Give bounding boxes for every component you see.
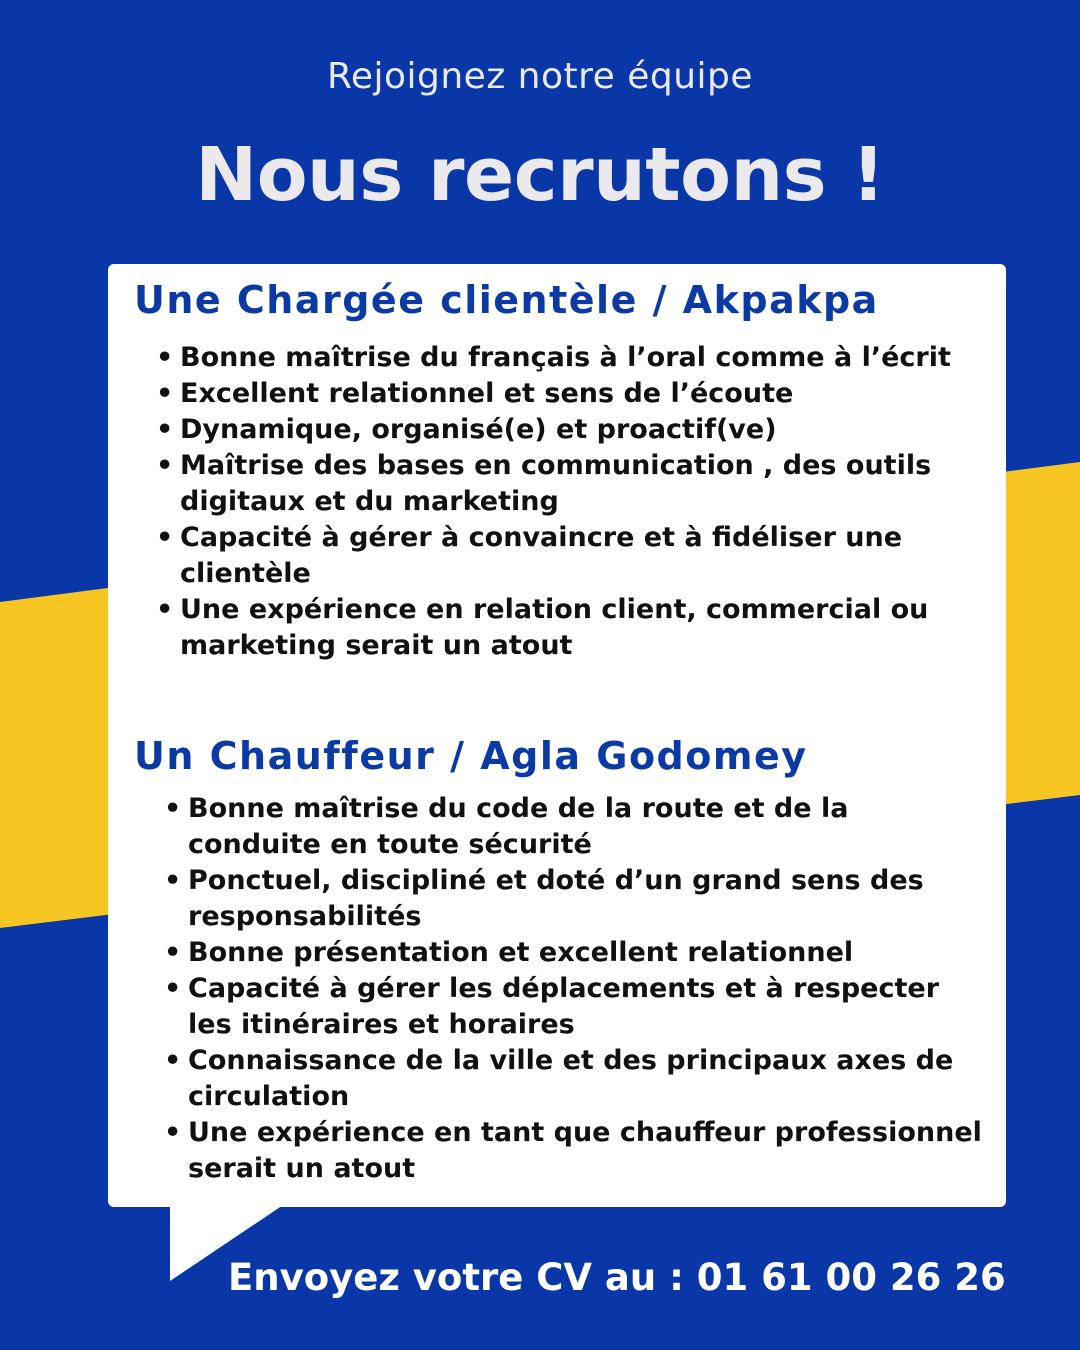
requirements-list-chargee-clientele bbox=[156, 340, 996, 664]
list-item: • Connaissance de la ville et des principaux axes de circulation bbox=[164, 1043, 984, 1115]
job-title-chauffeur: Un Chauffeur / Agla Godomey bbox=[134, 734, 808, 778]
job-offers-card bbox=[108, 264, 1006, 1207]
list-item: • Bonne maîtrise du code de la route et de la conduite en toute sécurité bbox=[164, 791, 984, 863]
list-item: • Capacité à gérer les déplacements et à respecter les itinéraires et horaires bbox=[164, 971, 984, 1043]
list-item: • Dynamique, organisé(e) et proactif(ve) bbox=[156, 412, 996, 448]
list-item: • Bonne maîtrise du français à l’oral comme à l’écrit bbox=[156, 340, 996, 376]
list-item: • Ponctuel, discipliné et doté d’un grand sens des responsabilités bbox=[164, 863, 984, 935]
list-item: • Une expérience en tant que chauffeur professionnel serait un atout bbox=[164, 1115, 984, 1187]
job-title-chargee-clientele: Une Chargée clientèle / Akpakpa bbox=[134, 278, 879, 322]
list-item: • Une expérience en relation client, commercial ou marketing serait un atout bbox=[156, 592, 996, 664]
kicker-text: Rejoignez notre équipe bbox=[326, 56, 754, 97]
page-title: Nous recrutons ! bbox=[195, 132, 885, 218]
list-item: • Excellent relationnel et sens de l’écoute bbox=[156, 376, 996, 412]
list-item: • Capacité à gérer à convaincre et à fidéliser une clientèle bbox=[156, 520, 996, 592]
list-item: • Bonne présentation et excellent relationnel bbox=[164, 935, 984, 971]
list-item: • Maîtrise des bases en communication , des outils digitaux et du marketing bbox=[156, 448, 996, 520]
send-cv-call-to-action: Envoyez votre CV au : 01 61 00 26 26 bbox=[228, 1256, 1006, 1299]
requirements-list-chauffeur bbox=[164, 791, 984, 1187]
